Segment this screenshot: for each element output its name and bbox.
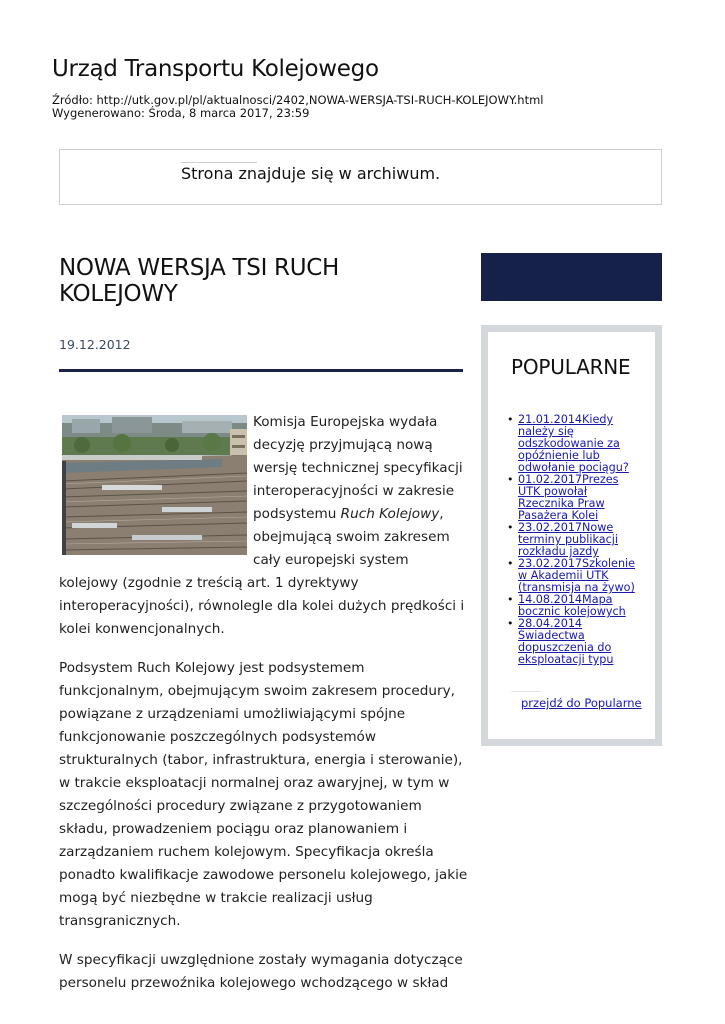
paragraph-1-emphasis: Ruch Kolejowy bbox=[340, 506, 440, 522]
list-item bbox=[518, 618, 638, 666]
source-url: Źródło: http://utk.gov.pl/pl/aktualnosci/2402,NOWA-WERSJA-TSI-RUCH-KOLEJOWY.html bbox=[52, 93, 544, 107]
popular-link[interactable]: 28.04.2014 Świadectwa dopuszczenia do eksploatacji typu bbox=[518, 617, 614, 666]
archive-notice: Strona znajduje się w archiwum. bbox=[181, 164, 441, 183]
title-divider bbox=[59, 369, 463, 372]
popular-link[interactable]: 01.02.2017Prezes UTK powołał Rzecznika Praw Pasażera Kolei bbox=[518, 473, 619, 522]
archive-notice-box bbox=[59, 149, 662, 205]
list-item bbox=[518, 414, 638, 474]
popular-link[interactable]: 23.02.2017Szkolenie w Akademii UTK (transmisja na żywo) bbox=[518, 557, 636, 594]
popular-panel bbox=[481, 325, 662, 746]
article-body bbox=[59, 411, 469, 1011]
article-paragraph-3: W specyfikacji uwzględnione zostały wymagania dotyczące personelu przewoźnika kolejowego wchodzącego w skład bbox=[59, 952, 463, 991]
paragraph-1-text: Komisja Europejska wydała decyzję przyjmującą nową wersję technicznej specyfikacji interoperacyjności w zakresie podsystemu bbox=[253, 414, 463, 522]
popular-link[interactable]: 14.08.2014Mapa bocznic kolejowych bbox=[518, 593, 626, 618]
sidebar-banner bbox=[481, 253, 662, 301]
popular-link[interactable]: 23.02.2017Nowe terminy publikacji rozkładu jazdy bbox=[518, 521, 618, 558]
list-item bbox=[518, 594, 638, 618]
paragraph-1-text-end: , obejmującą swoim zakresem cały europejski system kolejowy (zgodnie z treścią art. 1 dyrektywy interoperacyjności), równolegle dla kolei dużych prędkości i kolei konwencjonalnych. bbox=[59, 506, 465, 637]
generated-date: Wygenerowano: Środa, 8 marca 2017, 23:59 bbox=[52, 105, 310, 120]
article-date: 19.12.2012 bbox=[59, 337, 131, 352]
list-item bbox=[518, 522, 638, 558]
list-item bbox=[518, 558, 638, 594]
popular-heading: POPULARNE bbox=[511, 355, 631, 379]
site-title: Urząd Transportu Kolejowego bbox=[52, 56, 379, 82]
popular-link[interactable]: 21.01.2014Kiedy należy się odszkodowanie za opóźnienie lub odwołanie pociągu? bbox=[518, 413, 629, 474]
popular-list bbox=[518, 414, 638, 666]
article-paragraph-2: Podsystem Ruch Kolejowy jest podsystemem funkcjonalnym, obejmującym swoim zakresem procedury, powiązane z urządzeniami umożliwiającymi spójne funkcjonowanie poszczególnych podsystemów strukturalnych (tabor, infrastruktura, energia i sterowanie), w trakcie eksploatacji normalnej oraz awaryjnej, w tym w szczególności procedury związane z przygotowaniem składu, prowadzeniem pociągu oraz planowaniem i zarządzaniem ruchem kolejowym. Specyfikacja określa ponadto kwalifikacje zawodowe personelu kolejowego, jakie mogą być niezbędne w trakcie realizacji usług transgranicznych. bbox=[59, 660, 468, 929]
railway-yard-photo bbox=[62, 415, 247, 555]
list-item bbox=[518, 474, 638, 522]
print-meta bbox=[52, 94, 544, 119]
photo-graphic bbox=[62, 415, 247, 555]
more-popular-link[interactable]: przejdź do Popularne bbox=[521, 696, 642, 710]
article-title: NOWA WERSJA TSI RUCH KOLEJOWY bbox=[59, 255, 340, 307]
archive-divider bbox=[181, 162, 257, 163]
more-divider bbox=[511, 691, 541, 692]
